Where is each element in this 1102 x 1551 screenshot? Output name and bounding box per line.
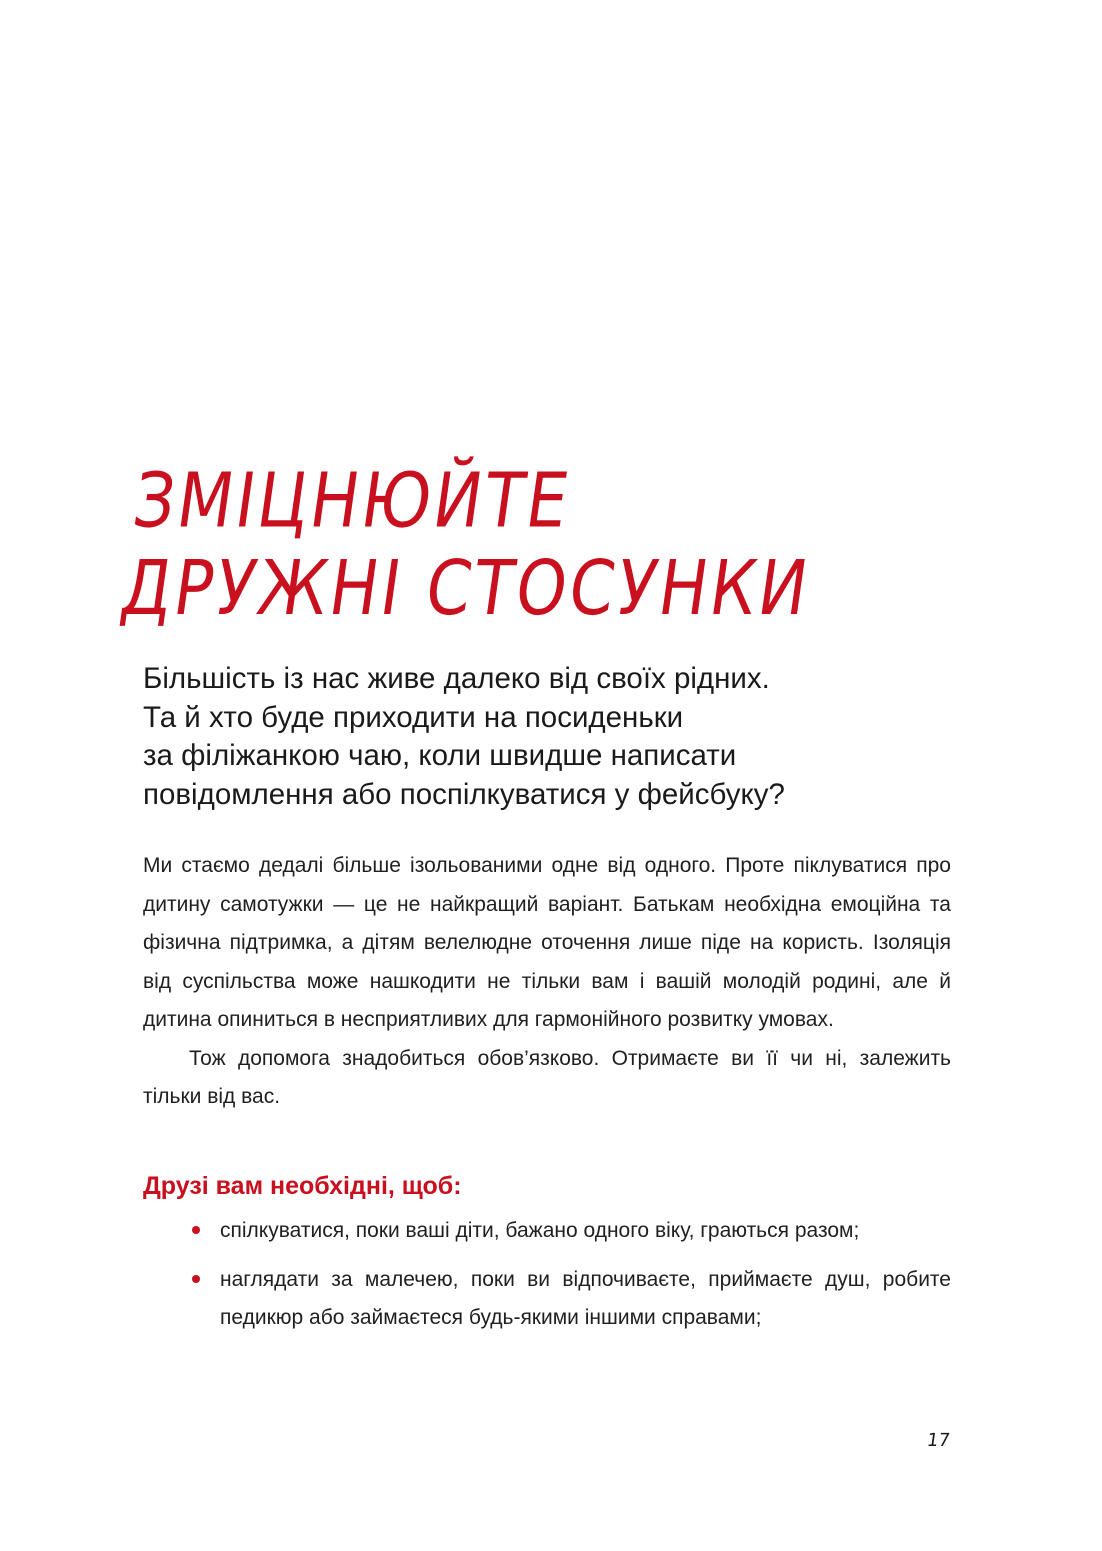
section-subheading: Друзі вам необхідні, щоб: [143,1172,462,1200]
bullet-item-2-text: наглядати за малечею, поки ви відпочиваєте, приймаєте душ, робите педикюр або займаєтеся будь-якими іншими справами; [220,1267,951,1329]
chapter-title [115,458,940,633]
chapter-title-line-1: ЗМІЦНЮЙТЕ [127,458,577,546]
bullet-item-2 [143,1261,951,1338]
lead-paragraph [143,660,963,814]
chapter-title-line-2: ДРУЖНІ СТОСУНКИ [115,545,816,633]
page-number: 17 [925,1430,952,1451]
bullet-dot-icon [192,1275,200,1283]
bullet-list [143,1212,951,1348]
body-paragraph-1: Ми стаємо дедалі більше ізольованими одне від одного. Проте піклуватися про дитину самотужки — це не найкращий варіант. Батькам необхідна емоційна та фізична підтримка, а дітям велелюдне оточення лише піде на користь. Ізоляція від суспільства може нашкодити не тільки вам і вашій молодій родині, але й дитина опиниться в несприятливих для гармонійного розвитку умовах. [143,854,951,1031]
lead-line-3: за філіжанкою чаю, коли швидше написати [143,739,737,772]
bullet-item-1-text: спілкуватися, поки ваші діти, бажано одного віку, граються разом; [220,1219,860,1242]
lead-line-2: Та й хто буде приходити на посиденьки [143,700,684,734]
lead-line-1: Більшість із нас живе далеко від своїх рідних. [143,662,770,695]
bullet-dot-icon [192,1226,200,1234]
body-paragraph-2: Тож допомога знадобиться обов’язково. Отримаєте ви її чи ні, залежить тільки від вас. [143,1046,951,1108]
bullet-item-1 [143,1212,951,1251]
body-text [143,847,951,1117]
lead-line-4: повідомлення або поспілкуватися у фейсбуку? [143,777,785,811]
